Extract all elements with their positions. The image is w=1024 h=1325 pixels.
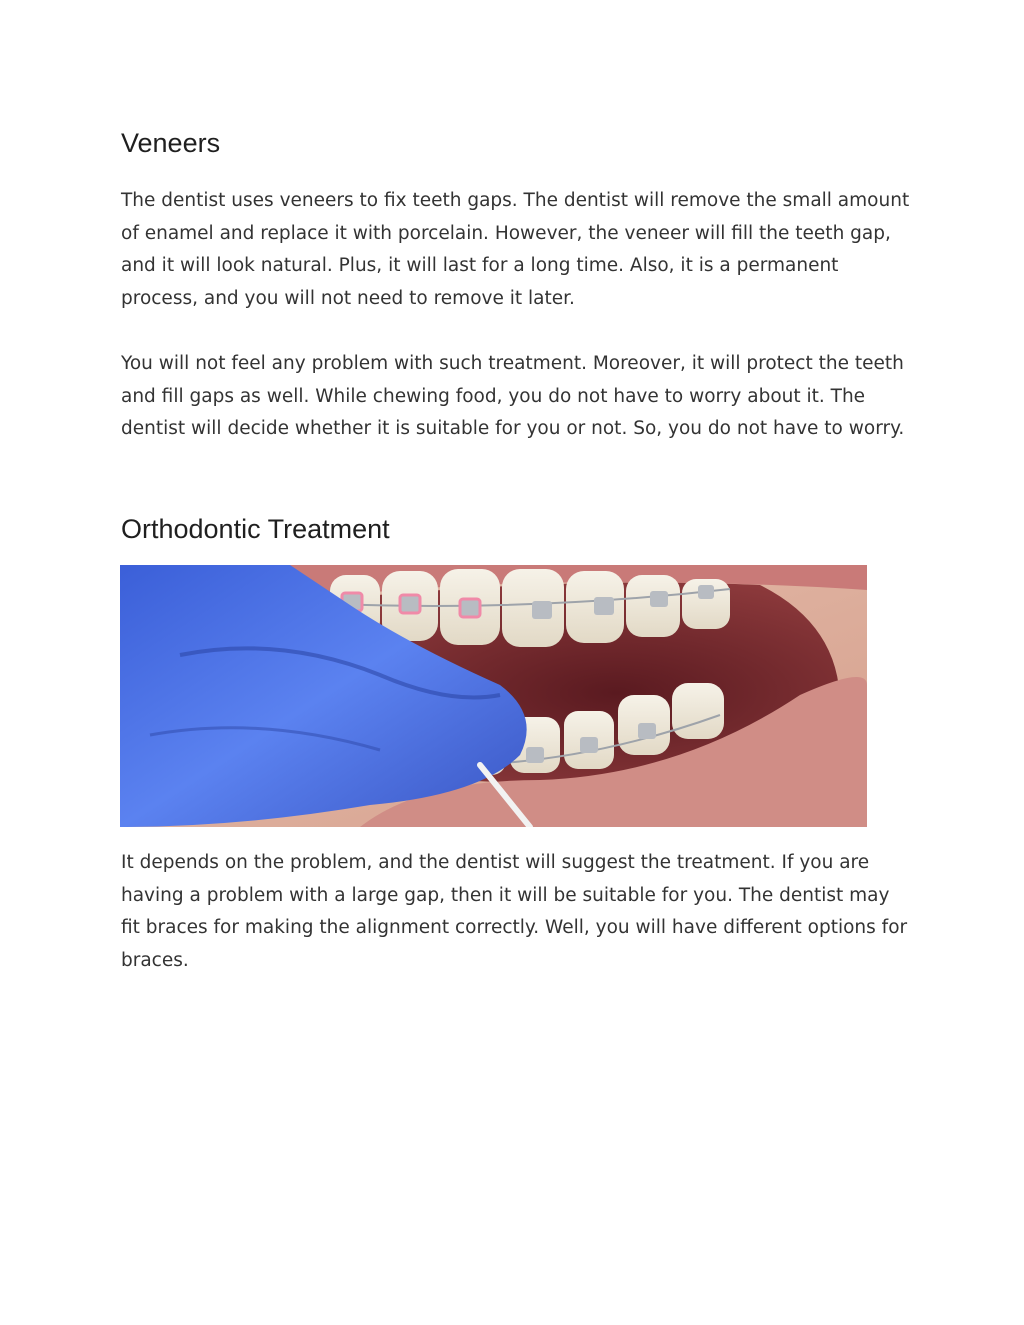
heading-orthodontic-treatment: Orthodontic Treatment bbox=[121, 514, 390, 544]
braces-photo bbox=[120, 565, 867, 827]
braces-illustration bbox=[120, 565, 867, 827]
veneers-paragraph-2: You will not feel any problem with such treatment. Moreover, it will protect the teeth and fill gaps as well. While chewing food, you do not have to worry about it. The dentist will decide whether it is suitable for you or not. So, you do not have to worry. bbox=[121, 353, 905, 440]
heading-veneers: Veneers bbox=[121, 128, 221, 158]
veneers-paragraph-1: The dentist uses veneers to fix teeth gaps. The dentist will remove the small amount of enamel and replace it with porcelain. However, the veneer will fill the teeth gap, and it will look natural. Plus, it will last for a long time. Also, it is a permanent process, and you will not need to remove it later. bbox=[121, 190, 910, 309]
orthodontic-paragraph-1: It depends on the problem, and the dentist will suggest the treatment. If you are having a problem with a large gap, then it will be suitable for you. The dentist may fit braces for making the alignment correctly. Well, you will have different options for braces. bbox=[121, 852, 908, 971]
